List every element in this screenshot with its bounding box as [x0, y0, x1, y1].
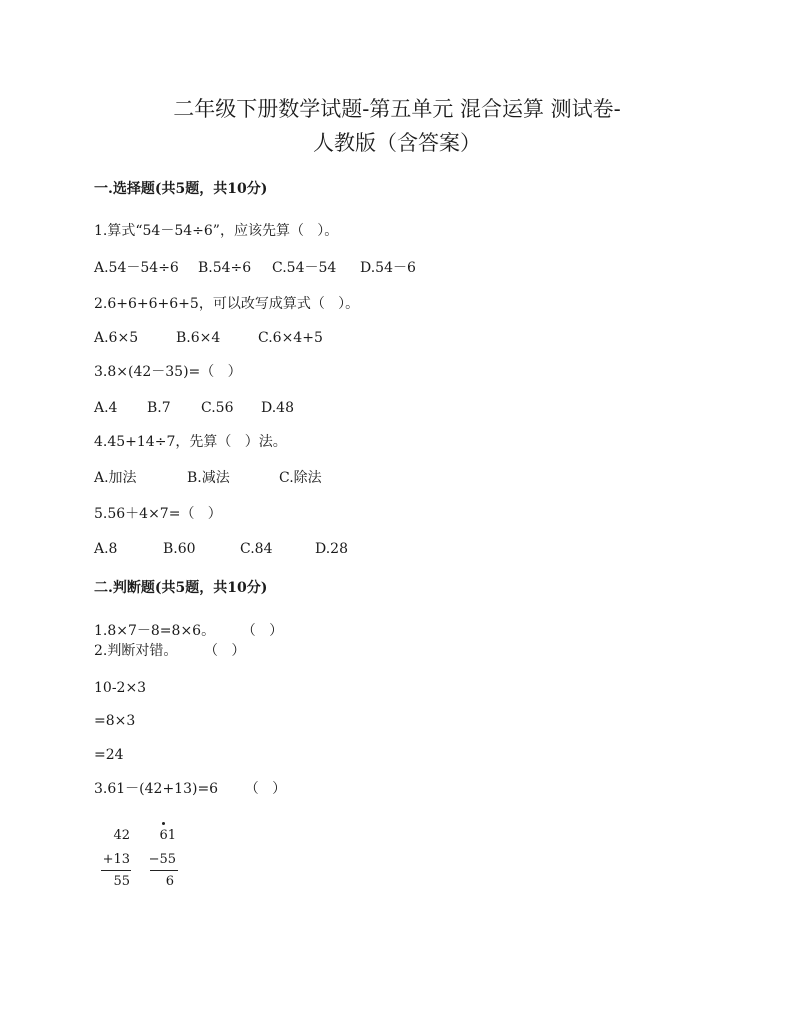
q1-option-b: B.54÷6: [198, 260, 252, 276]
question-5: 5.56＋4×7=（ ）: [94, 506, 222, 522]
question-2: 2.6+6+6+6+5，可以改写成算式（ ）。: [94, 296, 360, 312]
q2-option-b: B.6×4: [176, 330, 221, 346]
question-1: 1.算式“54－54÷6”，应该先算（ ）。: [94, 223, 339, 239]
document-title-line-1: 二年级下册数学试题-第五单元 混合运算 测试卷-: [173, 97, 621, 121]
q5-option-a: A.8: [94, 541, 118, 557]
calc-step-3: =24: [94, 747, 124, 763]
calc-step-1: 10-2×3: [94, 680, 147, 696]
section-1-header: 一.选择题(共5题，共10分): [94, 181, 268, 197]
q1-option-d: D.54－6: [360, 260, 416, 276]
q3-option-a: A.4: [94, 400, 118, 416]
subtraction-operand: −55: [148, 852, 176, 867]
document-title-line-2: 人教版（含答案）: [313, 131, 481, 155]
addition-top: 42: [113, 828, 130, 843]
question-3: 3.8×(42－35)=（ ）: [94, 364, 242, 380]
subtraction-rule: [150, 870, 178, 871]
q4-option-c: C.除法: [279, 470, 322, 486]
subtraction-result: 6: [165, 874, 174, 889]
borrow-dot: [162, 822, 165, 825]
q5-option-d: D.28: [315, 541, 348, 557]
q5-option-b: B.60: [163, 541, 196, 557]
calc-step-2: =8×3: [94, 713, 136, 729]
judge-item-1: 1.8×7－8=8×6。 （ ）: [94, 623, 284, 639]
q4-option-b: B.减法: [187, 470, 230, 486]
q1-option-c: C.54－54: [272, 260, 337, 276]
q2-option-c: C.6×4+5: [258, 330, 323, 346]
subtraction-top: 61: [159, 828, 176, 843]
q4-option-a: A.加法: [94, 470, 137, 486]
q5-option-c: C.84: [240, 541, 273, 557]
q1-option-a: A.54－54÷6: [94, 260, 179, 276]
question-4: 4.45+14÷7，先算（ ）法。: [94, 434, 287, 450]
judge-item-2: 2.判断对错。 （ ）: [94, 643, 246, 659]
q3-option-c: C.56: [201, 400, 234, 416]
addition-result: 55: [113, 874, 130, 889]
addition-rule: [101, 870, 131, 871]
judge-item-3: 3.61－(42+13)=6 （ ）: [94, 781, 287, 797]
section-2-header: 二.判断题(共5题，共10分): [94, 580, 268, 596]
q2-option-a: A.6×5: [94, 330, 139, 346]
q3-option-d: D.48: [261, 400, 294, 416]
q3-option-b: B.7: [147, 400, 171, 416]
addition-operand: +13: [102, 852, 130, 867]
